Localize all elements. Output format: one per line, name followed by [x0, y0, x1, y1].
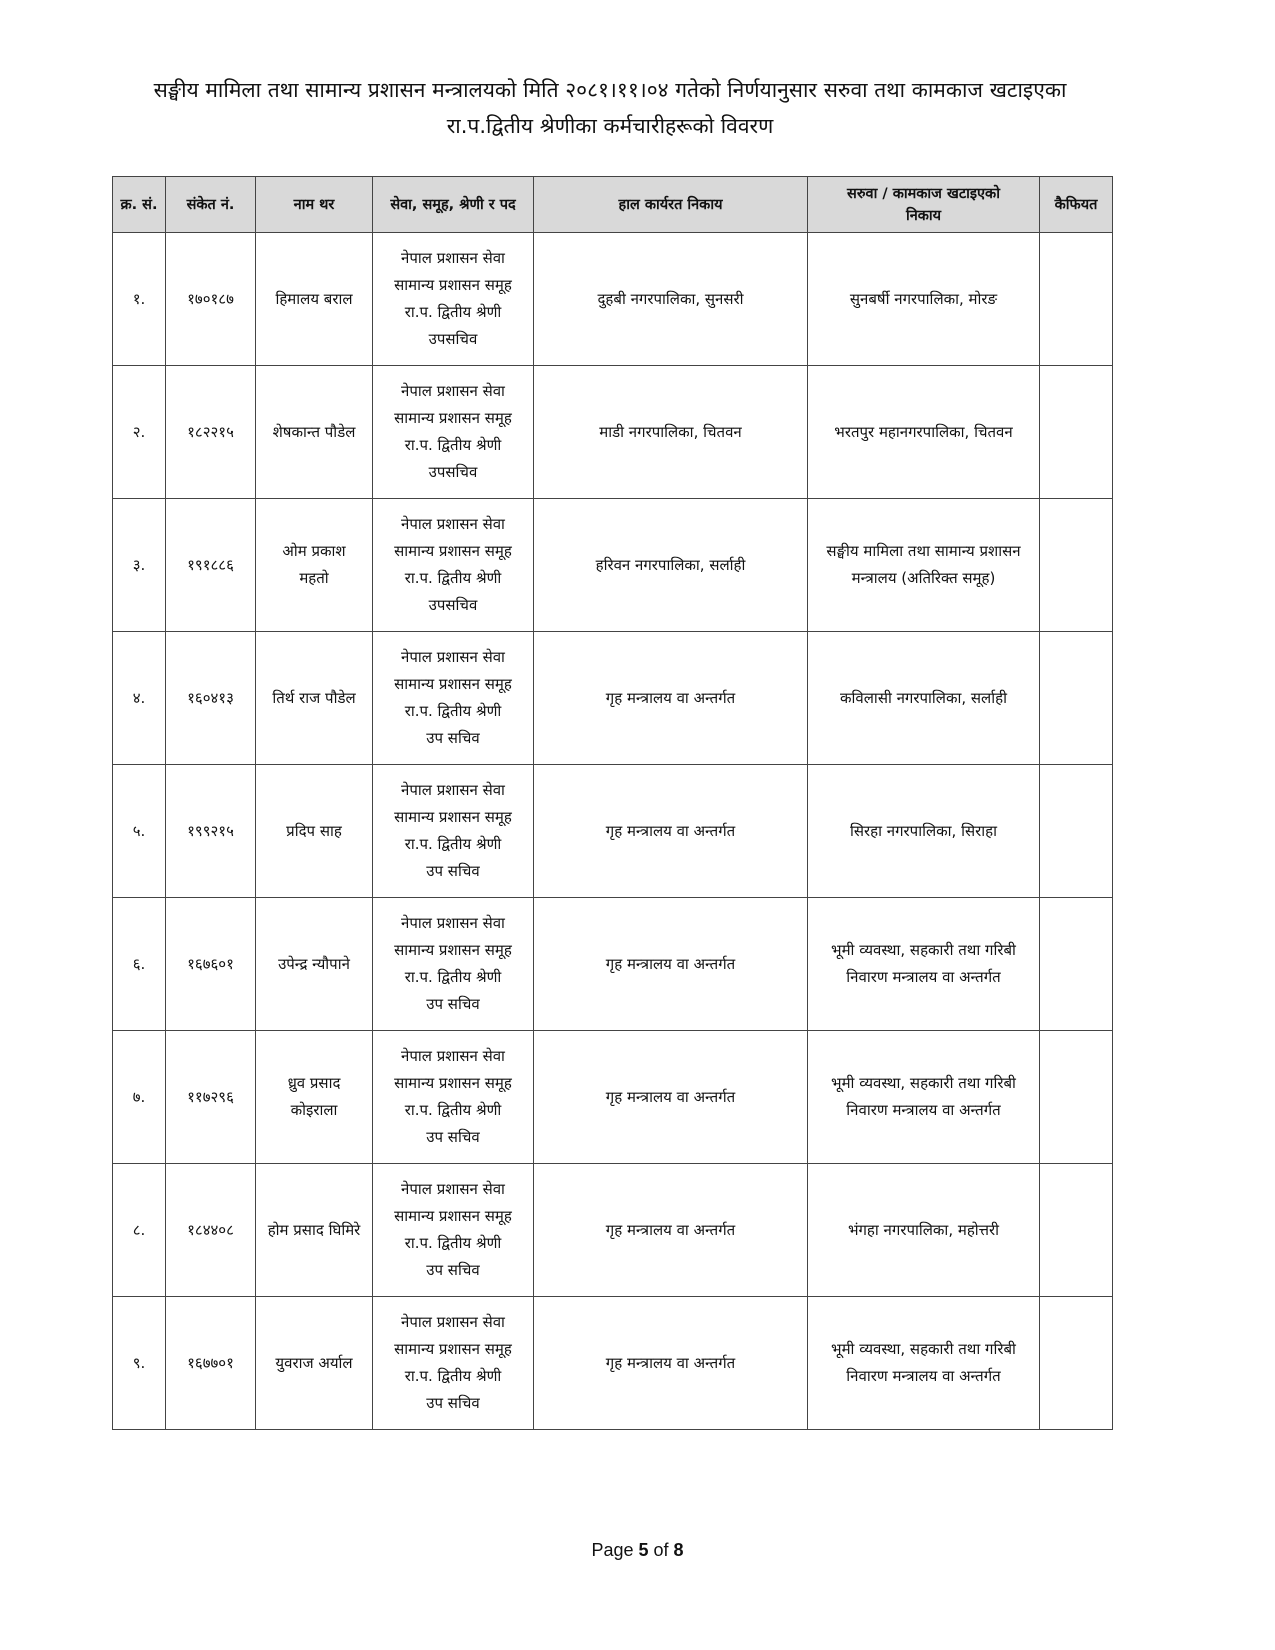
name-line-1: युवराज अर्याल [275, 1353, 353, 1372]
transfer-table [112, 176, 1113, 1430]
post-line: उप सचिव [426, 862, 480, 880]
table-row [113, 765, 1113, 898]
table-row [113, 898, 1113, 1031]
transfer-line-2: मन्त्रालय (अतिरिक्त समूह) [851, 569, 996, 587]
header-code: संकेत नं. [166, 177, 256, 233]
group-line: सामान्य प्रशासन समूह [394, 1340, 512, 1358]
class-line: रा.प. द्वितीय श्रेणी [404, 1367, 502, 1385]
cell-transfer-office [808, 1297, 1040, 1430]
class-line: रा.प. द्वितीय श्रेणी [404, 303, 502, 321]
cell-current-office: हरिवन नगरपालिका, सर्लाही [534, 499, 808, 632]
cell-name [256, 1164, 373, 1297]
class-line: रा.प. द्वितीय श्रेणी [404, 835, 502, 853]
transfer-line-1: कविलासी नगरपालिका, सर्लाही [840, 688, 1007, 707]
current-page-number: 5 [638, 1540, 649, 1560]
name-line-1: उपेन्द्र न्यौपाने [278, 954, 350, 973]
table-header-row [113, 177, 1113, 233]
transfer-line-1: भूमी व्यवस्था, सहकारी तथा गरिबी [831, 1340, 1016, 1358]
name-line-1: होम प्रसाद घिमिरे [267, 1220, 361, 1239]
transfer-line-1: भूमी व्यवस्था, सहकारी तथा गरिबी [831, 941, 1016, 959]
service-line: नेपाल प्रशासन सेवा [401, 515, 505, 533]
name-line-2: महतो [299, 569, 329, 587]
post-line: उप सचिव [426, 1261, 480, 1279]
cell-serial: ७. [113, 1031, 166, 1164]
service-line: नेपाल प्रशासन सेवा [401, 382, 505, 400]
service-line: नेपाल प्रशासन सेवा [401, 781, 505, 799]
table-row [113, 233, 1113, 366]
table-row [113, 1031, 1113, 1164]
cell-name [256, 366, 373, 499]
cell-serial: ३. [113, 499, 166, 632]
group-line: सामान्य प्रशासन समूह [394, 808, 512, 826]
page-footer [0, 1540, 1275, 1561]
group-line: सामान्य प्रशासन समूह [394, 1207, 512, 1225]
transfer-line-1: भरतपुर महानगरपालिका, चितवन [834, 422, 1013, 441]
cell-code: १९९२१५ [166, 765, 256, 898]
cell-transfer-office [808, 366, 1040, 499]
service-line: नेपाल प्रशासन सेवा [401, 249, 505, 267]
cell-service [373, 632, 534, 765]
table-row [113, 499, 1113, 632]
cell-current-office: गृह मन्त्रालय वा अन्तर्गत [534, 1164, 808, 1297]
class-line: रा.प. द्वितीय श्रेणी [404, 968, 502, 986]
page-prefix: Page [591, 1540, 639, 1560]
group-line: सामान्य प्रशासन समूह [394, 675, 512, 693]
post-line: उपसचिव [428, 330, 478, 348]
post-line: उपसचिव [428, 596, 478, 614]
cell-service [373, 765, 534, 898]
cell-service [373, 233, 534, 366]
class-line: रा.प. द्वितीय श्रेणी [404, 1234, 502, 1252]
header-remarks: कैफियत [1040, 177, 1113, 233]
total-pages-number: 8 [673, 1540, 684, 1560]
group-line: सामान्य प्रशासन समूह [394, 276, 512, 294]
cell-serial: ८. [113, 1164, 166, 1297]
cell-name [256, 632, 373, 765]
document-title [100, 72, 1120, 144]
header-current-office: हाल कार्यरत निकाय [534, 177, 808, 233]
cell-remarks [1040, 632, 1113, 765]
cell-remarks [1040, 898, 1113, 1031]
table-row [113, 1164, 1113, 1297]
cell-transfer-office [808, 1164, 1040, 1297]
transfer-line-2: निवारण मन्त्रालय वा अन्तर्गत [846, 1101, 1001, 1119]
header-transfer-office [808, 177, 1040, 233]
group-line: सामान्य प्रशासन समूह [394, 1074, 512, 1092]
cell-service [373, 1164, 534, 1297]
post-line: उप सचिव [426, 995, 480, 1013]
cell-current-office: गृह मन्त्रालय वा अन्तर्गत [534, 1031, 808, 1164]
cell-service [373, 1031, 534, 1164]
cell-transfer-office [808, 499, 1040, 632]
cell-transfer-office [808, 765, 1040, 898]
name-line-1: प्रदिप साह [286, 821, 342, 840]
cell-transfer-office [808, 632, 1040, 765]
cell-transfer-office [808, 233, 1040, 366]
cell-current-office: गृह मन्त्रालय वा अन्तर्गत [534, 632, 808, 765]
cell-remarks [1040, 366, 1113, 499]
page-of-label: of [648, 1540, 674, 1560]
header-serial: क्र. सं. [113, 177, 166, 233]
header-service: सेवा, समूह, श्रेणी र पद [373, 177, 534, 233]
cell-service [373, 366, 534, 499]
class-line: रा.प. द्वितीय श्रेणी [404, 1101, 502, 1119]
transfer-line-1: सुनबर्षी नगरपालिका, मोरङ [849, 289, 998, 308]
cell-service [373, 1297, 534, 1430]
cell-remarks [1040, 765, 1113, 898]
cell-current-office: गृह मन्त्रालय वा अन्तर्गत [534, 765, 808, 898]
cell-current-office: गृह मन्त्रालय वा अन्तर्गत [534, 1297, 808, 1430]
cell-code: १८२२१५ [166, 366, 256, 499]
table-row [113, 632, 1113, 765]
class-line: रा.प. द्वितीय श्रेणी [404, 702, 502, 720]
cell-remarks [1040, 499, 1113, 632]
cell-current-office: माडी नगरपालिका, चितवन [534, 366, 808, 499]
cell-transfer-office [808, 898, 1040, 1031]
title-line-2: रा.प.द्वितीय श्रेणीका कर्मचारीहरूको विवरण [446, 114, 774, 138]
cell-name [256, 1297, 373, 1430]
cell-current-office: दुहबी नगरपालिका, सुनसरी [534, 233, 808, 366]
transfer-line-2: निवारण मन्त्रालय वा अन्तर्गत [846, 968, 1001, 986]
cell-service [373, 499, 534, 632]
group-line: सामान्य प्रशासन समूह [394, 409, 512, 427]
cell-current-office: गृह मन्त्रालय वा अन्तर्गत [534, 898, 808, 1031]
name-line-1: शेषकान्त पौडेल [272, 422, 356, 441]
cell-code: १९१८८६ [166, 499, 256, 632]
cell-name [256, 898, 373, 1031]
transfer-line-1: सङ्घीय मामिला तथा सामान्य प्रशासन [826, 542, 1021, 560]
service-line: नेपाल प्रशासन सेवा [401, 648, 505, 666]
cell-name [256, 499, 373, 632]
header-transfer-line-1: सरुवा / कामकाज खटाइएको [847, 185, 1000, 202]
cell-name [256, 1031, 373, 1164]
cell-remarks [1040, 233, 1113, 366]
header-transfer-line-2: निकाय [905, 207, 942, 224]
cell-code: १८४४०८ [166, 1164, 256, 1297]
service-line: नेपाल प्रशासन सेवा [401, 1313, 505, 1331]
transfer-line-2: निवारण मन्त्रालय वा अन्तर्गत [846, 1367, 1001, 1385]
service-line: नेपाल प्रशासन सेवा [401, 1047, 505, 1065]
post-line: उप सचिव [426, 729, 480, 747]
name-line-1: ध्रुव प्रसाद [287, 1074, 341, 1092]
cell-remarks [1040, 1164, 1113, 1297]
transfer-line-1: सिरहा नगरपालिका, सिराहा [850, 821, 997, 840]
cell-service [373, 898, 534, 1031]
service-line: नेपाल प्रशासन सेवा [401, 1180, 505, 1198]
group-line: सामान्य प्रशासन समूह [394, 941, 512, 959]
transfer-line-1: भूमी व्यवस्था, सहकारी तथा गरिबी [831, 1074, 1016, 1092]
name-line-1: तिर्थ राज पौडेल [272, 688, 356, 707]
cell-code: १६७७०१ [166, 1297, 256, 1430]
cell-serial: २. [113, 366, 166, 499]
cell-remarks [1040, 1297, 1113, 1430]
cell-serial: ९. [113, 1297, 166, 1430]
cell-code: ११७२९६ [166, 1031, 256, 1164]
header-name: नाम थर [256, 177, 373, 233]
cell-code: १६०४१३ [166, 632, 256, 765]
group-line: सामान्य प्रशासन समूह [394, 542, 512, 560]
name-line-1: ओम प्रकाश [282, 542, 346, 560]
class-line: रा.प. द्वितीय श्रेणी [404, 436, 502, 454]
cell-code: १६७६०१ [166, 898, 256, 1031]
name-line-1: हिमालय बराल [275, 289, 353, 308]
name-line-2: कोइराला [290, 1101, 338, 1119]
post-line: उपसचिव [428, 463, 478, 481]
class-line: रा.प. द्वितीय श्रेणी [404, 569, 502, 587]
table-row [113, 366, 1113, 499]
cell-serial: ४. [113, 632, 166, 765]
cell-code: १७०१८७ [166, 233, 256, 366]
post-line: उप सचिव [426, 1128, 480, 1146]
post-line: उप सचिव [426, 1394, 480, 1412]
cell-name [256, 233, 373, 366]
cell-remarks [1040, 1031, 1113, 1164]
cell-transfer-office [808, 1031, 1040, 1164]
transfer-line-1: भंगहा नगरपालिका, महोत्तरी [847, 1220, 1000, 1239]
cell-serial: ५. [113, 765, 166, 898]
service-line: नेपाल प्रशासन सेवा [401, 914, 505, 932]
title-line-1: सङ्घीय मामिला तथा सामान्य प्रशासन मन्त्रालयको मिति २०८१।११।०४ गतेको निर्णयानुसार सरुवा तथा कामकाज खटाइएका [153, 78, 1067, 102]
cell-name [256, 765, 373, 898]
table-row [113, 1297, 1113, 1430]
cell-serial: १. [113, 233, 166, 366]
table-body [113, 233, 1113, 1430]
cell-serial: ६. [113, 898, 166, 1031]
